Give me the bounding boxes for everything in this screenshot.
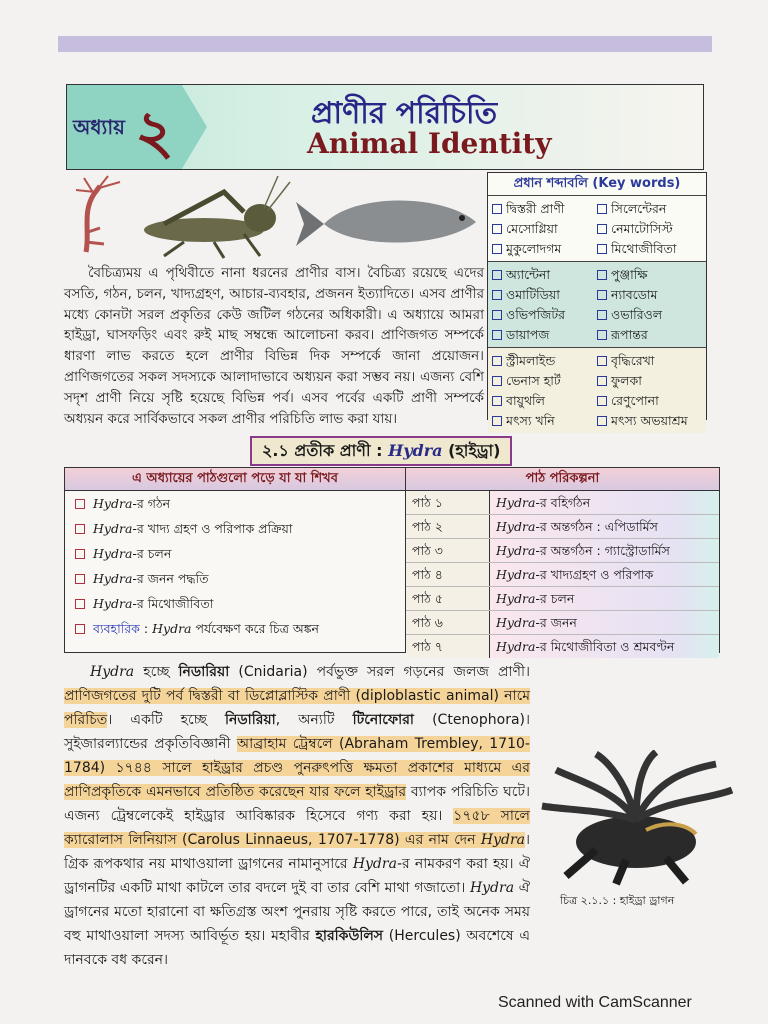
chapter-word: অধ্যায় <box>73 115 125 139</box>
key-word: মিথোজীবিতা <box>597 239 702 258</box>
rohu-fish-illustration <box>296 201 476 247</box>
lesson-row: পাঠ ৬ Hydra-র জনন <box>406 611 719 635</box>
hydra-dragon-figure <box>536 750 736 886</box>
learning-item: Hydra-র জনন পদ্ধতি <box>65 566 405 591</box>
learning-item: Hydra-র গঠন <box>65 491 405 516</box>
key-word: ন্যাবডোম <box>597 285 702 304</box>
lesson-row: পাঠ ১ Hydra-র বহির্গঠন <box>406 491 719 515</box>
key-word: নেমাটোসিস্ট <box>597 219 702 238</box>
key-word: ডায়াপজ <box>492 325 597 344</box>
chapter-title-en: Animal Identity <box>307 127 552 160</box>
grasshopper-illustration <box>144 176 290 258</box>
key-word: পুঞ্জাক্ষি <box>597 265 702 284</box>
key-word: বায়ুথলি <box>492 391 597 410</box>
lesson-list <box>406 491 719 652</box>
key-word: ভেনাস হার্ট <box>492 371 597 390</box>
key-word: দ্বিস্তরী প্রাণী <box>492 199 597 218</box>
learning-item: Hydra-র মিথোজীবিতা <box>65 591 405 616</box>
lesson-row: পাঠ ৩ Hydra-র অন্তর্গঠন : গ্যাস্ট্রোডার্মিস <box>406 539 719 563</box>
figure-caption: চিত্র ২.১.১ : হাইড্রা ড্রাগন <box>560 894 675 907</box>
key-word: অ্যান্টেনা <box>492 265 597 284</box>
key-word: মুকুলোদগম <box>492 239 597 258</box>
top-color-bar <box>58 36 712 52</box>
hydra-description: Hydra হচ্ছে নিডারিয়া (Cnidaria) পর্বভুক্ত সরল গড়নের জলজ প্রাণী। প্রাণিজগতের দুটি পর্ব দ্বিস্তরী বা ডিপ্লোব্লাস্টিক প্রাণী (diploblastic animal) নামে পরিচিত। একটি হচ্ছে নিডারিয়া, অন্যটি টিনোফোরা (Ctenophora)। সুইজারল্যান্ডের প্রকৃতিবিজ্ঞানী আব্রাহাম ট্রেম্বলে (Abraham Trembley, 1710-1784) ১৭৪৪ সালে হাইড্রার প্রচণ্ড পুনরুৎপত্তি ক্ষমতা প্রকাশের মাধ্যমে এর প্রাণিপ্রকৃতিকে এমনভাবে প্রতিষ্ঠিত করেছেন যার ফলে হাইড্রার ব্যাপক পরিচিতি ঘটে। এজন্য ট্রেম্বলেকেই হাইড্রার আবিষ্কারক হিসেবে গণ্য করা হয়। ১৭৫৮ সালে ক্যারোলাস লিনিয়াস (Carolus Linnaeus, 1707-1778) এর নাম দেন Hydra। গ্রিক রূপকথার নয় মাথাওয়ালা ড্রাগনের নামানুসারে Hydra-র নামকরণ করা হয়। ঐ ড্রাগনটির একটি মাথা কাটলে তার বদলে দুই বা তার বেশি মাথা গজাতো। Hydra ঐ ড্রাগনের মতো হারানো বা ক্ষতিগ্রস্ত অংশ পুনরায় সৃষ্টি করতে পারে, তাই অনেক সময় বহু মাথাওয়ালা সদস্য আবির্ভূত হয়। মহাবীর হারকিউলিস (Hercules) অবশেষে এ দানবকে বধ করেন। <box>64 664 531 968</box>
chapter-title-bn: প্রাণীর পরিচিতি <box>311 96 498 131</box>
lesson-row: পাঠ ৭ Hydra-র মিথোজীবিতা ও শ্রমবণ্টন <box>406 635 719 658</box>
key-word: সিলেন্টেরন <box>597 199 702 218</box>
learning-outcomes-list <box>65 491 406 652</box>
key-words-title: প্রধান শব্দাবলি (Key words) <box>488 173 706 196</box>
key-word: মৎস্য খনি <box>492 411 597 430</box>
key-word: মেসোগ্লিয়া <box>492 219 597 238</box>
key-word: রূপান্তর <box>597 325 702 344</box>
key-words-box <box>487 172 707 428</box>
hydra-illustration <box>76 176 120 252</box>
learning-item: Hydra-র খাদ্য গ্রহণ ও পরিপাক প্রক্রিয়া <box>65 516 405 541</box>
key-word: ওভিপজিটর <box>492 305 597 324</box>
key-word: ফুলকা <box>597 371 702 390</box>
lesson-row: পাঠ ৪ Hydra-র খাদ্যগ্রহণ ও পরিপাক <box>406 563 719 587</box>
key-words-group-hydra <box>488 196 706 262</box>
lesson-plan-header: পাঠ পরিকল্পনা <box>406 468 719 491</box>
animal-illustrations <box>64 172 484 262</box>
intro-paragraph: বৈচিত্র্যময় এ পৃথিবীতে নানা ধরনের প্রাণীর বাস। বৈচিত্র্য রয়েছে এদের বসতি, গঠন, চলন, খাদ্যগ্রহণ, আচার-ব্যবহার, প্রজনন ইত্যাদিতে। এসব প্রাণীর মধ্যে কোনটা সরল প্রকৃতির কেউ জটিল গঠনের অধিকারী। এ অধ্যায়ে আমরা হাইড্রা, ঘাসফড়িং এবং রুই মাছ সম্বন্ধে আলোচনা করব। প্রাণিজগত সম্পর্কে ধারণা লাভ করতে হলে প্রাণীর বিভিন্ন দিক সম্পর্কে জানা প্রয়োজন। প্রাণিজগতের সকল সদস্যকে আলাদাভাবে অধ্যয়ন করা সম্ভব নয়। এজন্য বেশি সদৃশ প্রাণী নিয়ে সৃষ্টি হয়েছে বিভিন্ন পর্ব। এসব পর্বের একটি প্রাণী সম্পর্কে অধ্যয়ন করে সার্বিকভাবে সকল প্রাণীর পরিচিতি লাভ করা যায়। <box>64 265 484 427</box>
key-word: ওভারিওল <box>597 305 702 324</box>
chapter-number: ২ <box>135 98 175 168</box>
key-word: ওমাটিডিয়া <box>492 285 597 304</box>
key-words-group-fish <box>488 348 706 433</box>
section-heading: ২.১ প্রতীক প্রাণী : Hydra (হাইড্রা) <box>250 436 512 466</box>
practical-item: ব্যবহারিক : Hydra পর্যবেক্ষণ করে চিত্র অঙ্কন <box>65 616 405 641</box>
learning-item: Hydra-র চলন <box>65 541 405 566</box>
key-word: বৃদ্ধিরেখা <box>597 351 702 370</box>
key-word: মৎস্য অভয়াশ্রম <box>597 411 702 430</box>
chapter-header <box>66 84 704 170</box>
learning-outcomes-header: এ অধ্যায়ের পাঠগুলো পড়ে যা যা শিখব <box>65 468 406 491</box>
scanner-watermark: Scanned with CamScanner <box>498 994 692 1011</box>
key-word: স্ট্রীমলাইন্ড <box>492 351 597 370</box>
lesson-row: পাঠ ৫ Hydra-র চলন <box>406 587 719 611</box>
key-words-group-grasshopper <box>488 262 706 348</box>
lesson-plan-table <box>64 467 720 653</box>
lesson-row: পাঠ ২ Hydra-র অন্তর্গঠন : এপিডার্মিস <box>406 515 719 539</box>
key-word: রেণুপোনা <box>597 391 702 410</box>
